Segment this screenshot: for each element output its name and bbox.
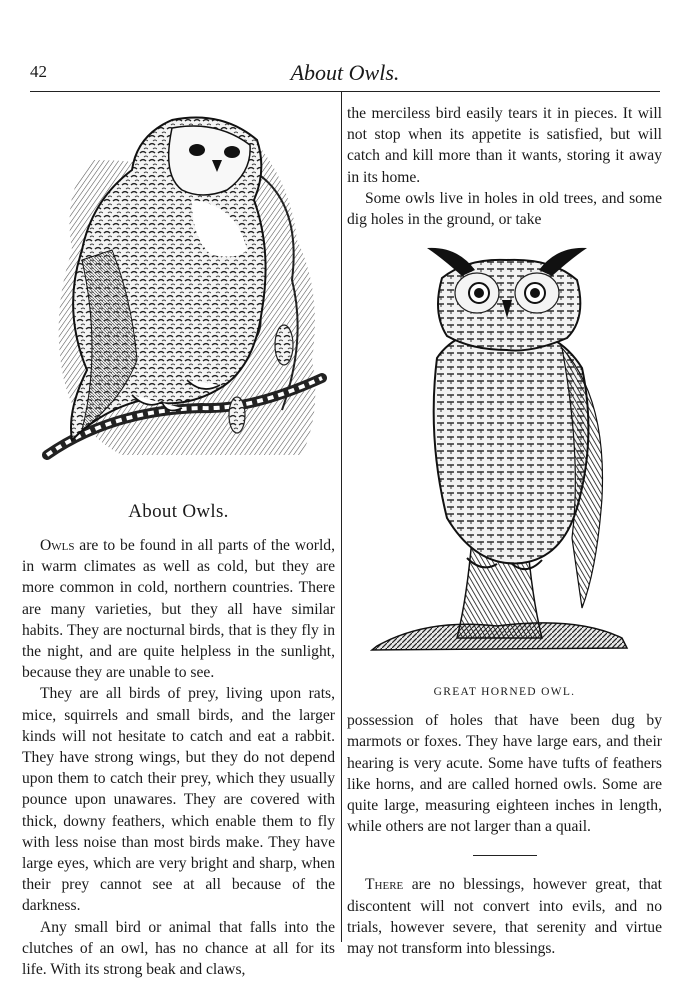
running-title: About Owls. xyxy=(290,60,400,85)
aphorism-lead-word: There xyxy=(365,876,404,894)
right-column xyxy=(347,103,662,959)
article-title: About Owls. xyxy=(128,501,229,522)
column-divider xyxy=(341,92,342,942)
article-body-left xyxy=(22,535,335,980)
article-body-right-top xyxy=(347,103,662,230)
article-paragraph: the merciless bird easily tears it in pieces. It will not stop when its appetite is satisfied, but will catch and kill more than it wants, storing it away in its home. xyxy=(347,105,662,186)
great-horned-owl-illustration xyxy=(347,238,662,678)
aphorism xyxy=(347,874,662,959)
article-paragraph: They are all birds of prey, living upon rats, mice, squirrels and small birds, and the larger kinds will not hesitate to catch and eat a rabbit. They have strong wings, but they do not depend upon them to catch their prey, which they usually pounce upon unawares. They are covered with thick, downy feathers, which enable them to fly with less noise than most birds make. They have large eyes, which are very bright and sharp, when their prey cannot see at all because of the darkness. xyxy=(22,685,335,915)
paragraph-text: are to be found in all parts of the world, in warm climates as well as cold, but they are more common in cold, northern countries. There are many varieties, but they all have similar habits. They are nocturnal birds, that is they fly in the night, and are quite helpless in the sunlight, because they are unable to see. xyxy=(22,537,335,682)
article-paragraph: Any small bird or animal that falls into the clutches of an owl, has no chance at all for its life. With its strong beak and claws, xyxy=(22,918,335,979)
header-rule xyxy=(30,91,660,92)
article-body-right-bottom xyxy=(347,710,662,837)
page-header xyxy=(30,60,660,90)
image-caption: GREAT HORNED OWL. xyxy=(433,686,576,699)
section-rule xyxy=(473,855,537,856)
article-paragraph xyxy=(22,535,335,683)
left-column xyxy=(22,110,335,980)
article-paragraph: possession of holes that have been dug by marmots or foxes. They have large ears, and their hearing is very acute. Some have tufts of feathers like horns, and are called horned owls. Some are quite large, measuring eighteen inches in length, while others are not larger than a quail. xyxy=(347,712,662,836)
snowy-owl-illustration xyxy=(22,110,335,485)
drop-lead-word: Owls xyxy=(40,537,75,554)
page-number: 42 xyxy=(30,62,47,81)
aphorism-paragraph xyxy=(347,874,662,959)
article-paragraph: Some owls live in holes in old trees, and some dig holes in the ground, or take xyxy=(347,189,662,229)
aphorism-text: are no blessings, however great, that discontent will not convert into evils, and no trials, however severe, that serenity and virtue may not transform into blessings. xyxy=(347,876,662,958)
